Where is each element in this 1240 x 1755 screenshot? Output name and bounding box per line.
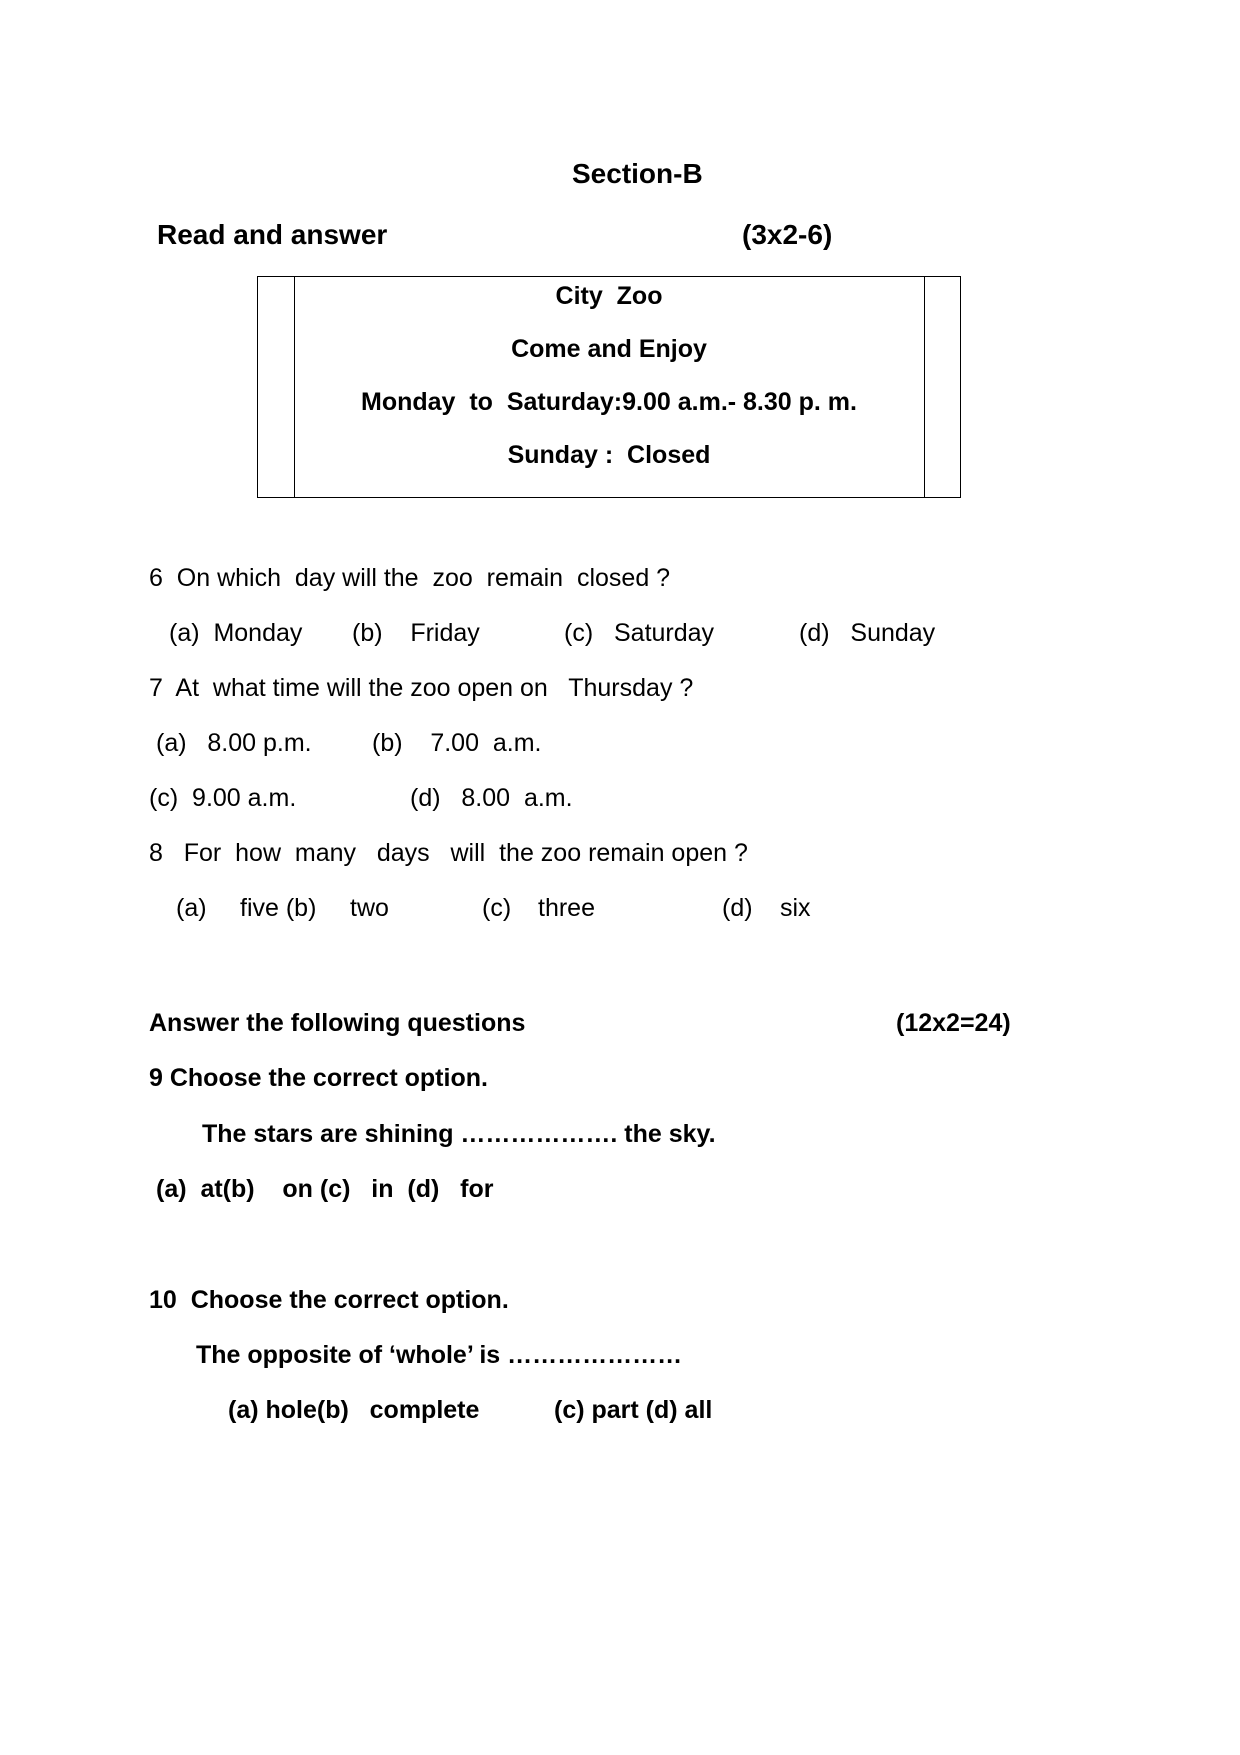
q8-option-a-label: (a) xyxy=(176,894,207,922)
read-and-answer-heading: Read and answer xyxy=(157,219,388,250)
q8-option-c-text: three xyxy=(538,894,595,922)
q7-option-a: (a) 8.00 p.m. xyxy=(156,729,312,757)
question-8: 8 For how many days will the zoo remain open ? xyxy=(149,839,748,867)
notice-subtitle: Come and Enjoy xyxy=(511,335,707,363)
q9-options: (a) at(b) on (c) in (d) for xyxy=(156,1175,494,1203)
q10-options-left: (a) hole(b) complete xyxy=(228,1396,480,1424)
q10-options-right: (c) part (d) all xyxy=(554,1396,713,1424)
answer-section-marks: (12x2=24) xyxy=(896,1009,1011,1037)
notice-hours: Monday to Saturday:9.00 a.m.- 8.30 p. m. xyxy=(361,388,857,416)
q6-option-c: (c) Saturday xyxy=(564,619,715,647)
q7-option-c: (c) 9.00 a.m. xyxy=(149,784,297,812)
question-6: 6 On which day will the zoo remain closed ? xyxy=(149,564,671,592)
q9-sentence: The stars are shining ………………. the sky. xyxy=(202,1120,716,1148)
q8-option-b-text: two xyxy=(350,894,389,922)
section-title: Section-B xyxy=(572,158,703,189)
q8-option-c-label: (c) xyxy=(482,894,512,922)
zoo-notice-box xyxy=(257,276,961,498)
question-10: 10 Choose the correct option. xyxy=(149,1286,509,1314)
q6-option-d: (d) Sunday xyxy=(799,619,936,647)
q8-option-d-label: (d) xyxy=(722,894,753,922)
q6-option-a: (a) Monday xyxy=(169,619,303,647)
answer-section-heading: Answer the following questions xyxy=(149,1009,526,1037)
question-9: 9 Choose the correct option. xyxy=(149,1064,488,1092)
q7-option-b: (b) 7.00 a.m. xyxy=(372,729,542,757)
q8-option-a-text: five (b) xyxy=(240,894,317,922)
q6-option-b: (b) Friday xyxy=(352,619,480,647)
q8-option-d-text: six xyxy=(780,894,811,922)
notice-closed-day: Sunday : Closed xyxy=(507,441,711,469)
q7-option-d: (d) 8.00 a.m. xyxy=(410,784,573,812)
read-section-marks: (3x2-6) xyxy=(742,219,833,250)
q10-sentence: The opposite of ‘whole’ is ………………… xyxy=(196,1341,683,1369)
notice-title: City Zoo xyxy=(555,282,663,310)
question-7: 7 At what time will the zoo open on Thursday ? xyxy=(149,674,694,702)
